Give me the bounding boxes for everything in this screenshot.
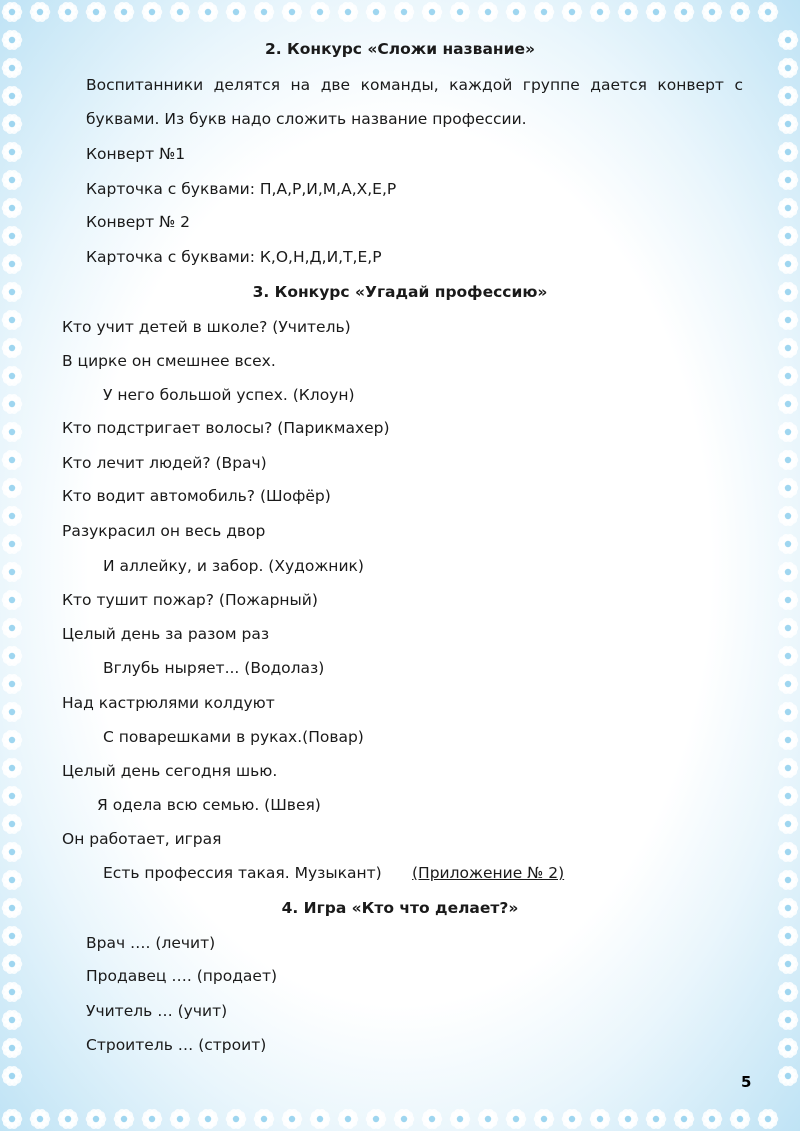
riddle-line: Над кастрюлями колдуют [62,694,275,712]
riddle-line: У него большой успех. (Клоун) [103,386,355,404]
riddle-line: И аллейку, и забор. (Художник) [103,557,364,575]
riddle-line: Кто лечит людей? (Врач) [62,454,267,472]
riddle-line: Целый день сегодня шью. [62,762,278,780]
section3-heading: 3. Конкурс «Угадай профессию» [252,283,548,301]
list-item: Учитель … (учит) [86,1002,228,1020]
envelope2-label: Конверт № 2 [86,213,190,231]
riddle-line: Целый день за разом раз [62,625,270,643]
section2-intro-line1: Воспитанники делятся на две команды, каждой группе дается конверт с [86,76,743,94]
section4-heading: 4. Игра «Кто что делает?» [281,899,519,917]
riddle-line: Кто учит детей в школе? (Учитель) [62,318,351,336]
riddle-line: Он работает, играя [62,830,222,848]
riddle-line: Кто подстригает волосы? (Парикмахер) [62,419,390,437]
list-item: Продавец …. (продает) [86,967,278,985]
riddle-line: Разукрасил он весь двор [62,522,266,540]
section2-intro-line2: буквами. Из букв надо сложить название профессии. [86,110,527,128]
riddle-line: С поварешками в руках.(Повар) [103,728,364,746]
section2-heading: 2. Конкурс «Сложи название» [264,40,535,58]
riddle-line: Кто водит автомобиль? (Шофёр) [62,487,331,505]
riddle-line: Кто тушит пожар? (Пожарный) [62,591,318,609]
list-item: Врач …. (лечит) [86,934,216,952]
list-item: Строитель … (строит) [86,1036,267,1054]
appendix-link[interactable]: (Приложение № 2) [412,864,565,882]
card2-letters: Карточка с буквами: К,О,Н,Д,И,Т,Е,Р [86,248,382,266]
page-number: 5 [741,1073,752,1091]
card1-letters: Карточка с буквами: П,А,Р,И,М,А,Х,Е,Р [86,180,397,198]
envelope1-label: Конверт №1 [86,145,186,163]
riddle-line: Я одела всю семью. (Швея) [97,796,321,814]
riddle-line: Есть профессия такая. Музыкант) [103,864,382,882]
riddle-line: В цирке он смешнее всех. [62,352,276,370]
riddle-line: Вглубь ныряет... (Водолаз) [103,659,325,677]
